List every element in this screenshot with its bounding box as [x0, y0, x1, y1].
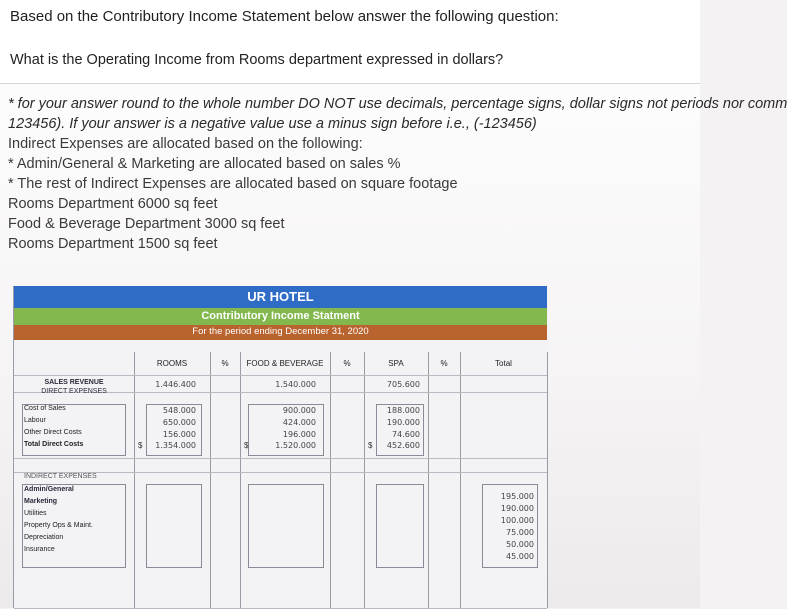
allocation-line: Rooms Department 1500 sq feet [8, 236, 218, 252]
total-depreciation: 50.000 [506, 540, 534, 549]
header-spa: SPA [388, 359, 404, 368]
rooms-cost-of-sales: 548.000 [162, 406, 196, 415]
spa-total-direct: 452.600 [386, 441, 420, 450]
header-pct: % [343, 359, 351, 368]
sales-revenue-label: SALES REVENUE [44, 379, 104, 386]
dollar-sign: $ [368, 441, 373, 450]
indirect-expenses-label: INDIRECT EXPENSES [24, 473, 97, 480]
total-property-ops: 75.000 [506, 528, 534, 537]
allocation-line: Food & Beverage Department 3000 sq feet [8, 216, 285, 232]
sales-food-beverage: 1.540.000 [275, 380, 316, 389]
income-statement [13, 286, 548, 608]
sales-spa: 705.600 [386, 380, 420, 389]
direct-row-label: Other Direct Costs [24, 429, 82, 436]
question-text: What is the Operating Income from Rooms department expressed in dollars? [10, 52, 504, 68]
fb-indirect-box [248, 484, 324, 568]
indirect-row-label: Utilities [24, 510, 47, 517]
question-intro: Based on the Contributory Income Statement below answer the following question: [10, 8, 559, 25]
header-pct: % [440, 359, 448, 368]
fb-total-direct: 1.520.000 [275, 441, 316, 450]
rooms-labour: 650.000 [162, 418, 196, 427]
total-utilities: 100.000 [500, 516, 534, 525]
allocation-line: * The rest of Indirect Expenses are allocated based on square footage [8, 176, 458, 192]
indirect-row-label: Marketing [24, 498, 58, 505]
rooms-indirect-box [146, 484, 202, 568]
dollar-sign: $ [244, 441, 249, 450]
column-divider [428, 352, 429, 608]
indirect-row-label: Property Ops & Maint. [24, 522, 93, 529]
allocation-line: Indirect Expenses are allocated based on the following: [8, 136, 363, 152]
indirect-row-label: Admin/General [24, 486, 74, 493]
indirect-row-label: Depreciation [24, 534, 64, 541]
statement-subtitle: Contributory Income Statment [201, 310, 360, 322]
column-divider [547, 352, 548, 608]
fb-cost-of-sales: 900.000 [282, 406, 316, 415]
spa-cost-of-sales: 188.000 [386, 406, 420, 415]
header-food-beverage: FOOD & BEVERAGE [246, 359, 324, 368]
indirect-row-label: Insurance [24, 546, 55, 553]
direct-row-label: Cost of Sales [24, 405, 66, 412]
question-header [0, 0, 700, 84]
rooms-other-direct: 156.000 [162, 430, 196, 439]
header-pct: % [221, 359, 229, 368]
rounding-note-line1: * for your answer round to the whole number DO NOT use decimals, percentage signs, dollar signs not periods nor comm [8, 96, 787, 112]
allocation-line: * Admin/General & Marketing are allocated based on sales % [8, 156, 401, 172]
statement-period: For the period ending December 31, 2020 [192, 326, 369, 337]
column-divider [460, 352, 461, 608]
dollar-sign: $ [138, 441, 143, 450]
fb-other-direct: 196.000 [282, 430, 316, 439]
column-divider [240, 352, 241, 608]
column-divider [364, 352, 365, 608]
direct-expenses-label: DIRECT EXPENSES [41, 388, 107, 395]
spa-indirect-box [376, 484, 424, 568]
sales-rooms: 1.446.400 [155, 380, 196, 389]
row-rule [14, 458, 547, 459]
column-divider [330, 352, 331, 608]
hotel-title: UR HOTEL [247, 289, 314, 304]
total-marketing: 190.000 [500, 504, 534, 513]
fb-labour: 424.000 [282, 418, 316, 427]
header-total: Total [495, 359, 512, 368]
rounding-note-line2: 123456). If your answer is a negative value use a minus sign before i.e., (-123456) [8, 116, 537, 132]
total-admin-general: 195.000 [500, 492, 534, 501]
column-divider [134, 352, 135, 608]
direct-row-label: Total Direct Costs [24, 441, 84, 448]
direct-row-label: Labour [24, 417, 46, 424]
column-divider [210, 352, 211, 608]
instructions [8, 94, 787, 254]
rooms-total-direct: 1.354.000 [155, 441, 196, 450]
statement-grid [14, 352, 547, 608]
spa-other-direct: 74.600 [392, 430, 420, 439]
row-rule [14, 375, 547, 376]
header-rooms: ROOMS [156, 359, 188, 368]
total-insurance: 45.000 [506, 552, 534, 561]
allocation-line: Rooms Department 6000 sq feet [8, 196, 218, 212]
spa-labour: 190.000 [386, 418, 420, 427]
